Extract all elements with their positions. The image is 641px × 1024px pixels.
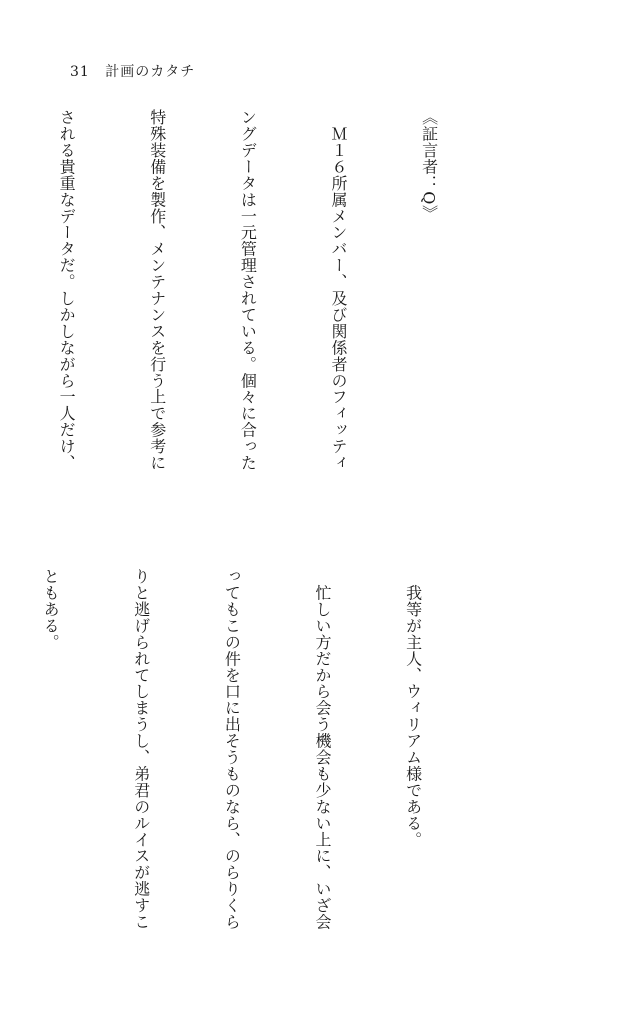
chapter-title: 計画のカタチ [105, 64, 196, 80]
text-line: 特殊装備を製作、メンテナンスを行う上で参考に [147, 109, 167, 471]
text-line: Ｍ１６所属メンバー、及び関係者のフィッティ [328, 109, 348, 471]
text-line: される貴重なデータだ。しかしながら一人だけ、 [57, 109, 77, 471]
text-line: ってもこの件を口に出そうものなら、のらりくら [222, 568, 242, 930]
text-line: ともある。 [41, 568, 61, 651]
running-header [70, 61, 195, 81]
text-line: ングデータは一元管理されている。個々に合った [238, 109, 258, 471]
text-line: 我等が主人、ウィリアム様である。 [403, 568, 423, 848]
text-line: 忙しい方だから会う機会も少ない上に、いざ会 [312, 568, 332, 930]
page-number: 31 [70, 64, 90, 80]
text-line: りと逃げられてしまうし、弟君のルイスが逃すこ [131, 568, 151, 930]
lower-text-block [41, 568, 488, 956]
upper-text-block [57, 109, 504, 497]
section-heading: 《証言者：Q》 [419, 109, 439, 222]
